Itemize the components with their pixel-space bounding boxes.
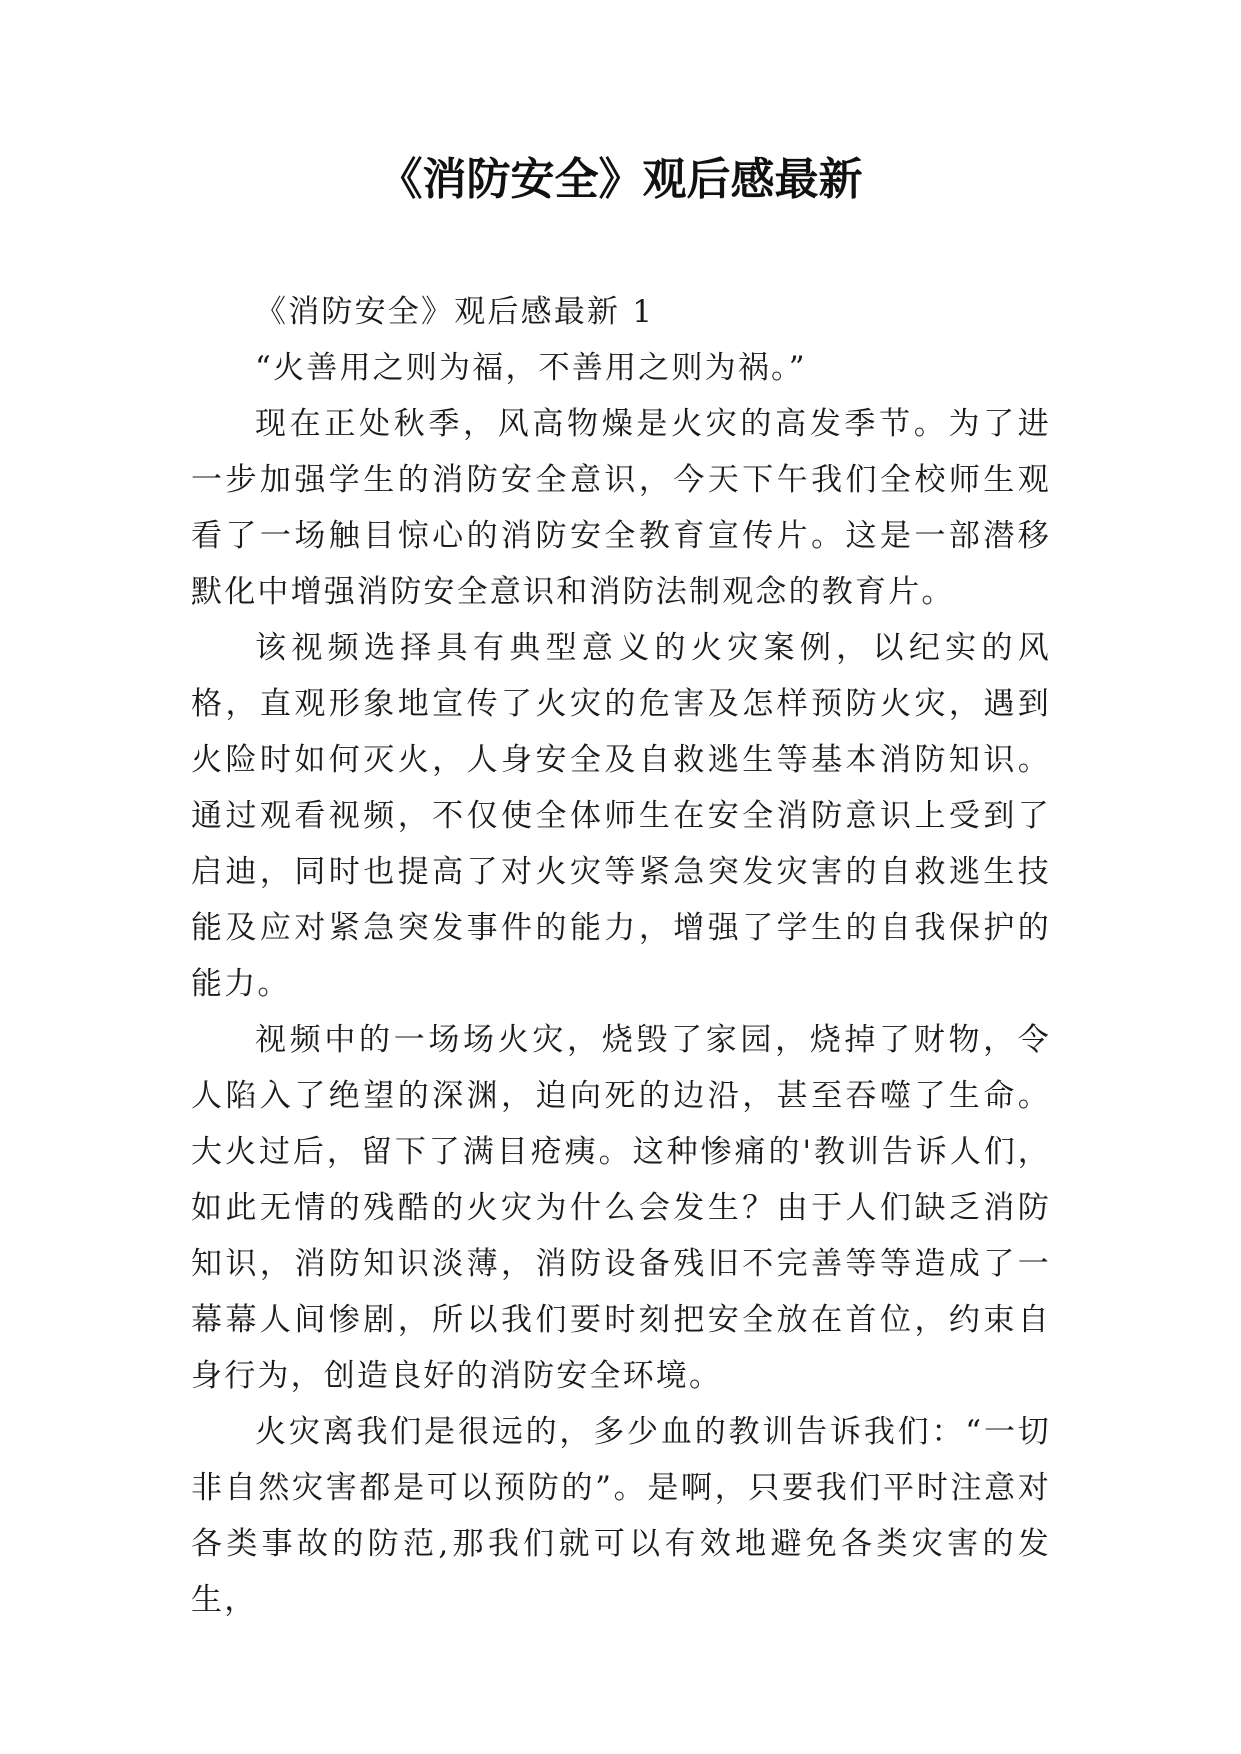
page-title: 《消防安全》观后感最新 bbox=[378, 154, 863, 205]
paragraph: 火灾离我们是很远的，多少血的教训告诉我们：“一切非自然灾害都是可以预防的”。是啊，只要我们平时注意对各类事故的防范,那我们就可以有效地避免各类灾害的发生， bbox=[191, 1414, 1051, 1618]
paragraph: 视频中的一场场火灾，烧毁了家园，烧掉了财物，令人陷入了绝望的深渊，迫向死的边沿，甚至吞噬了生命。大火过后，留下了满目疮痍。这种惨痛的'教训告诉人们，如此无情的残酷的火灾为什么会发生？由于人们缺乏消防知识，消防知识淡薄，消防设备残旧不完善等等造成了一幕幕人间惨剧，所以我们要时刻把安全放在首位，约束自身行为，创造良好的消防安全环境。 bbox=[191, 1022, 1051, 1394]
document-body bbox=[191, 284, 1051, 1628]
paragraph-quote: “火善用之则为福，不善用之则为祸。” bbox=[255, 350, 807, 386]
paragraph-subtitle: 《消防安全》观后感最新 1 bbox=[255, 294, 655, 330]
paragraph: 该视频选择具有典型意义的火灾案例，以纪实的风格，直观形象地宣传了火灾的危害及怎样预防火灾，遇到火险时如何灭火，人身安全及自救逃生等基本消防知识。通过观看视频，不仅使全体师生在安全消防意识上受到了启迪，同时也提高了对火灾等紧急突发灾害的自救逃生技能及应对紧急突发事件的能力，增强了学生的自我保护的能力。 bbox=[191, 630, 1051, 1002]
paragraph: 现在正处秋季，风高物燥是火灾的高发季节。为了进一步加强学生的消防安全意识，今天下午我们全校师生观看了一场触目惊心的消防安全教育宣传片。这是一部潜移默化中增强消防安全意识和消防法制观念的教育片。 bbox=[191, 406, 1051, 610]
